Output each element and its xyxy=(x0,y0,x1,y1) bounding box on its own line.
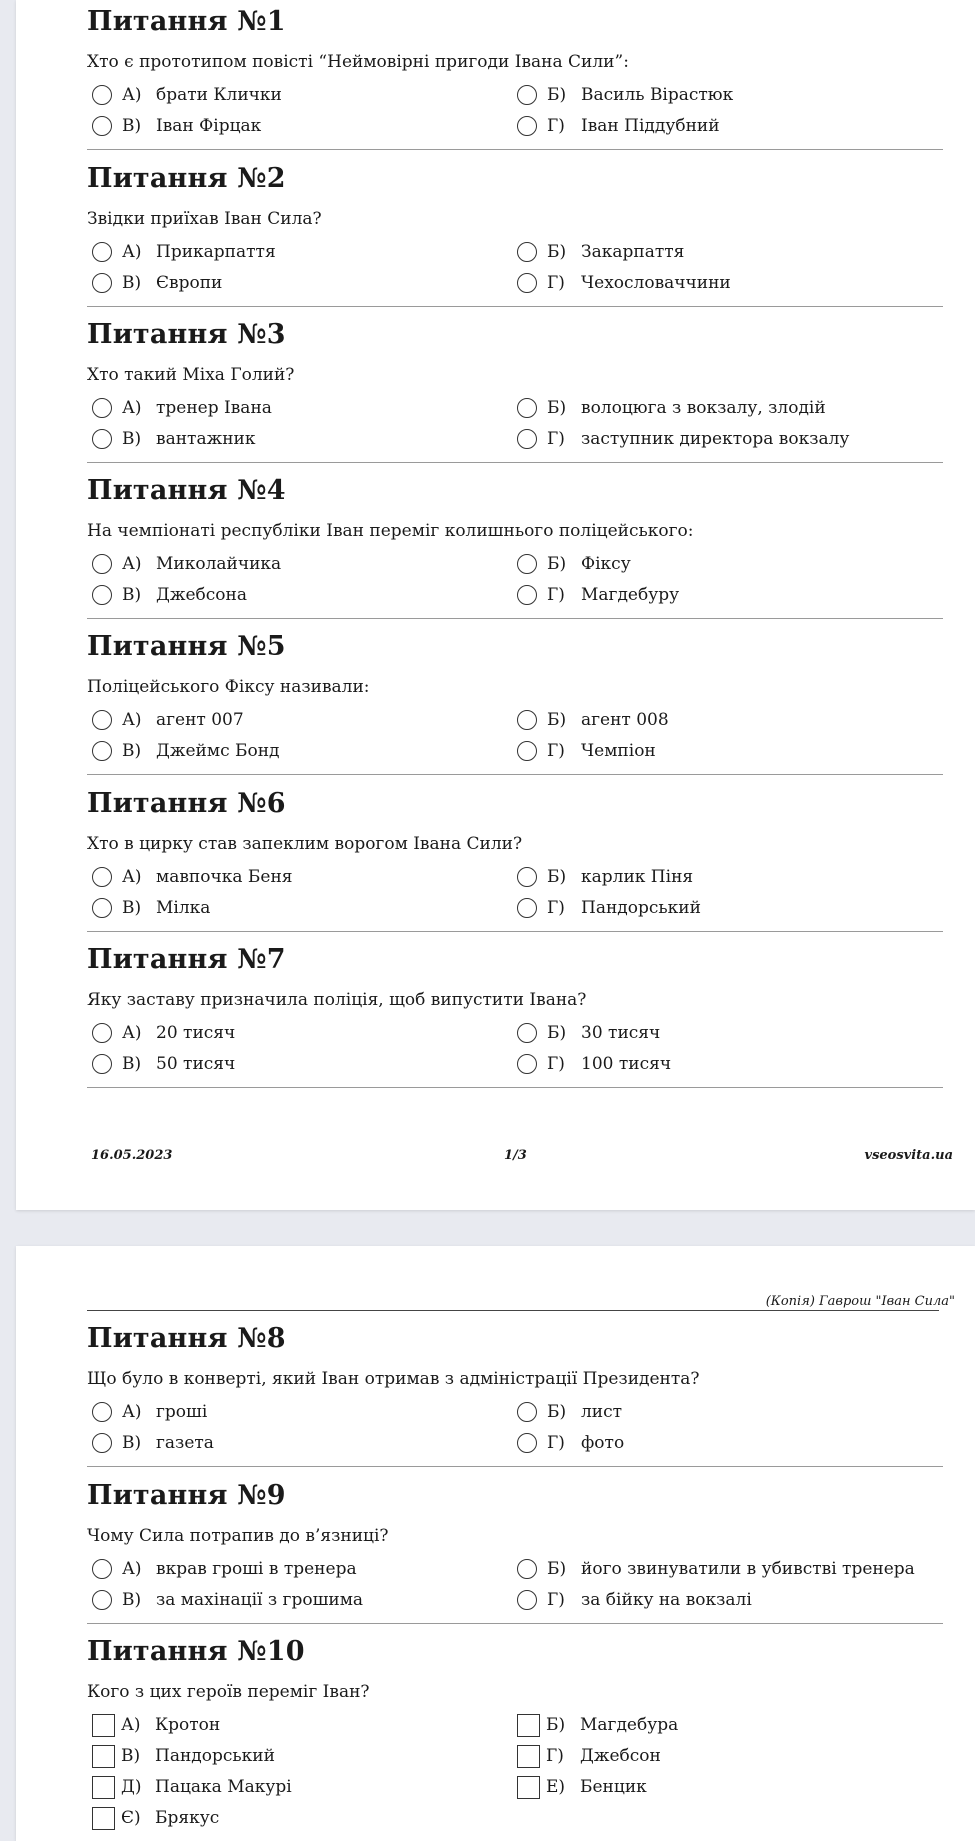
radio-button[interactable] xyxy=(517,710,537,730)
option-text: 100 тисяч xyxy=(581,1054,672,1074)
option-text: Чемпіон xyxy=(581,741,656,761)
option-text: Василь Вірастюк xyxy=(581,85,734,105)
divider xyxy=(87,306,943,307)
option-letter: А) xyxy=(122,1559,142,1579)
option-b[interactable] xyxy=(517,551,631,577)
radio-button[interactable] xyxy=(92,741,112,761)
option-letter: А) xyxy=(122,867,142,887)
question-title: Питання №8 xyxy=(87,1323,286,1354)
radio-button[interactable] xyxy=(517,242,537,262)
radio-button[interactable] xyxy=(517,1023,537,1043)
option-text: Закарпаття xyxy=(581,242,685,262)
checkbox[interactable] xyxy=(92,1714,115,1737)
option-letter: Г) xyxy=(547,1054,565,1074)
option-letter: А) xyxy=(122,1402,142,1422)
option-b[interactable] xyxy=(517,1556,915,1582)
option-g[interactable] xyxy=(517,426,849,452)
option-text: газета xyxy=(156,1433,214,1453)
option-letter: А) xyxy=(122,710,142,730)
radio-button[interactable] xyxy=(92,710,112,730)
option-g[interactable] xyxy=(517,1587,752,1613)
option-g[interactable] xyxy=(517,738,656,764)
option-a[interactable] xyxy=(92,395,272,421)
option-a[interactable] xyxy=(92,551,281,577)
page-1 xyxy=(16,0,975,1210)
option-text: карлик Піня xyxy=(581,867,694,887)
option-letter: В) xyxy=(122,429,142,449)
option-v[interactable] xyxy=(92,1587,363,1613)
radio-button[interactable] xyxy=(92,585,112,605)
question-title: Питання №3 xyxy=(87,319,286,350)
option-letter: Г) xyxy=(547,741,565,761)
option-letter: Г) xyxy=(547,585,565,605)
option-letter: А) xyxy=(122,1023,142,1043)
radio-button[interactable] xyxy=(92,1559,112,1579)
option-text: Пандорський xyxy=(581,898,701,918)
option-b[interactable] xyxy=(517,1020,660,1046)
footer-date: 16.05.2023 xyxy=(91,1148,173,1163)
option-a[interactable] xyxy=(92,1020,235,1046)
option-letter: Г) xyxy=(547,1433,565,1453)
radio-button[interactable] xyxy=(517,429,537,449)
option-letter: Е) xyxy=(546,1777,566,1797)
option-b[interactable] xyxy=(517,864,693,890)
header-divider xyxy=(87,1310,939,1311)
question-title: Питання №4 xyxy=(87,475,286,506)
option-v[interactable] xyxy=(92,1743,275,1769)
option-letter: Г) xyxy=(547,429,565,449)
option-text: гроші xyxy=(156,1402,208,1422)
option-text: брати Клички xyxy=(156,85,282,105)
option-letter: В) xyxy=(122,273,142,293)
option-text: 20 тисяч xyxy=(156,1023,236,1043)
option-a[interactable] xyxy=(92,864,293,890)
divider xyxy=(87,149,943,150)
checkbox[interactable] xyxy=(92,1776,115,1799)
option-text: лист xyxy=(581,1402,623,1422)
radio-button[interactable] xyxy=(517,554,537,574)
checkbox[interactable] xyxy=(92,1745,115,1768)
option-g[interactable] xyxy=(517,895,701,921)
option-b[interactable] xyxy=(517,1399,622,1425)
radio-button[interactable] xyxy=(517,116,537,136)
option-text: Джеймс Бонд xyxy=(156,741,280,761)
option-letter: А) xyxy=(122,398,142,418)
option-letter: Б) xyxy=(547,1559,567,1579)
option-text: Магдебуру xyxy=(581,585,680,605)
option-letter: В) xyxy=(121,1746,141,1766)
option-letter: Б) xyxy=(547,398,567,418)
option-letter: В) xyxy=(122,116,142,136)
option-text: Чехословаччини xyxy=(581,273,731,293)
option-g[interactable] xyxy=(517,270,731,296)
question-title: Питання №6 xyxy=(87,788,286,819)
option-b[interactable] xyxy=(517,707,669,733)
option-g[interactable] xyxy=(517,113,720,139)
option-letter: Г) xyxy=(547,898,565,918)
radio-button[interactable] xyxy=(517,585,537,605)
radio-button[interactable] xyxy=(92,1023,112,1043)
option-letter: Д) xyxy=(121,1777,142,1797)
footer-site: vseosvita.ua xyxy=(864,1148,953,1163)
option-text: Європи xyxy=(156,273,223,293)
option-v[interactable] xyxy=(92,270,222,296)
option-g[interactable] xyxy=(517,1051,671,1077)
radio-button[interactable] xyxy=(517,85,537,105)
option-letter: В) xyxy=(122,1433,142,1453)
radio-button[interactable] xyxy=(517,741,537,761)
option-v[interactable] xyxy=(92,895,210,921)
option-v[interactable] xyxy=(92,1051,235,1077)
option-a[interactable] xyxy=(92,82,282,108)
option-a[interactable] xyxy=(92,239,276,265)
option-text: Мілка xyxy=(156,898,211,918)
option-letter: Б) xyxy=(547,1402,567,1422)
divider xyxy=(87,931,943,932)
option-letter: А) xyxy=(122,85,142,105)
question-text: Хто такий Міха Голий? xyxy=(87,365,295,385)
option-text: фото xyxy=(581,1433,625,1453)
option-letter: В) xyxy=(122,1054,142,1074)
option-letter: Б) xyxy=(547,710,567,730)
option-text: волоцюга з вокзалу, злодій xyxy=(581,398,826,418)
radio-button[interactable] xyxy=(517,398,537,418)
question-text: Хто є прототипом повісті “Неймовірні пригоди Івана Сили”: xyxy=(87,52,629,72)
option-b[interactable] xyxy=(517,1712,678,1738)
option-text: агент 008 xyxy=(581,710,669,730)
question-text: Чому Сила потрапив до в’язниці? xyxy=(87,1526,389,1546)
option-text: Бенцик xyxy=(580,1777,647,1797)
radio-button[interactable] xyxy=(92,273,112,293)
checkbox[interactable] xyxy=(517,1714,540,1737)
option-text: агент 007 xyxy=(156,710,244,730)
option-b[interactable] xyxy=(517,82,733,108)
option-letter: Б) xyxy=(547,242,567,262)
radio-button[interactable] xyxy=(92,867,112,887)
radio-button[interactable] xyxy=(92,85,112,105)
radio-button[interactable] xyxy=(517,898,537,918)
radio-button[interactable] xyxy=(517,1590,537,1610)
option-letter: В) xyxy=(122,1590,142,1610)
radio-button[interactable] xyxy=(517,867,537,887)
option-letter: А) xyxy=(121,1715,141,1735)
option-text: Пандорський xyxy=(155,1746,275,1766)
radio-button[interactable] xyxy=(517,1559,537,1579)
option-text: за бійку на вокзалі xyxy=(581,1590,752,1610)
option-v[interactable] xyxy=(92,426,256,452)
option-text: Магдебура xyxy=(580,1715,679,1735)
option-letter: Г) xyxy=(547,273,565,293)
question-text: Хто в цирку став запеклим ворогом Івана Сили? xyxy=(87,834,523,854)
option-e[interactable] xyxy=(517,1774,647,1800)
radio-button[interactable] xyxy=(517,1433,537,1453)
radio-button[interactable] xyxy=(92,1433,112,1453)
radio-button[interactable] xyxy=(92,898,112,918)
option-a[interactable] xyxy=(92,707,244,733)
option-text: його звинуватили в убивстві тренера xyxy=(581,1559,915,1579)
footer-page-number: 1/3 xyxy=(504,1148,527,1163)
option-b[interactable] xyxy=(517,395,826,421)
option-letter: Г) xyxy=(547,116,565,136)
option-a[interactable] xyxy=(92,1399,207,1425)
option-g[interactable] xyxy=(517,1743,661,1769)
option-text: Джебсона xyxy=(156,585,247,605)
radio-button[interactable] xyxy=(92,429,112,449)
checkbox[interactable] xyxy=(92,1807,115,1830)
radio-button[interactable] xyxy=(92,1402,112,1422)
question-text: На чемпіонаті республіки Іван переміг колишнього поліцейського: xyxy=(87,521,694,541)
option-text: мавпочка Беня xyxy=(156,867,293,887)
question-title: Питання №2 xyxy=(87,163,286,194)
option-letter: Є) xyxy=(121,1808,141,1828)
option-d[interactable] xyxy=(92,1774,292,1800)
option-b[interactable] xyxy=(517,239,684,265)
radio-button[interactable] xyxy=(92,1590,112,1610)
option-v[interactable] xyxy=(92,1430,214,1456)
option-text: 50 тисяч xyxy=(156,1054,236,1074)
option-letter: Б) xyxy=(546,1715,566,1735)
header-title: (Копія) Гаврош "Іван Сила" xyxy=(765,1294,955,1309)
option-v[interactable] xyxy=(92,113,261,139)
option-text: Брякус xyxy=(155,1808,220,1828)
option-letter: Г) xyxy=(547,1590,565,1610)
option-g[interactable] xyxy=(517,582,679,608)
option-text: вантажник xyxy=(156,429,256,449)
option-letter: А) xyxy=(122,242,142,262)
radio-button[interactable] xyxy=(517,1054,537,1074)
option-text: Миколайчика xyxy=(156,554,282,574)
option-text: заступник директора вокзалу xyxy=(581,429,850,449)
radio-button[interactable] xyxy=(517,273,537,293)
option-ye[interactable] xyxy=(92,1805,219,1831)
option-letter: В) xyxy=(122,585,142,605)
option-text: Кротон xyxy=(155,1715,221,1735)
divider xyxy=(87,462,943,463)
question-text: Яку заставу призначила поліція, щоб випустити Івана? xyxy=(87,990,587,1010)
option-letter: Б) xyxy=(547,85,567,105)
divider xyxy=(87,1087,943,1088)
question-title: Питання №9 xyxy=(87,1480,286,1511)
radio-button[interactable] xyxy=(92,554,112,574)
option-a[interactable] xyxy=(92,1712,220,1738)
option-text: Фіксу xyxy=(581,554,631,574)
radio-button[interactable] xyxy=(92,116,112,136)
question-title: Питання №5 xyxy=(87,631,286,662)
question-title: Питання №7 xyxy=(87,944,286,975)
option-letter: В) xyxy=(122,898,142,918)
option-a[interactable] xyxy=(92,1556,357,1582)
option-letter: Б) xyxy=(547,1023,567,1043)
option-text: 30 тисяч xyxy=(581,1023,661,1043)
question-text: Звідки приїхав Іван Сила? xyxy=(87,209,322,229)
option-text: вкрав гроші в тренера xyxy=(156,1559,357,1579)
option-letter: Г) xyxy=(546,1746,564,1766)
option-letter: А) xyxy=(122,554,142,574)
checkbox[interactable] xyxy=(517,1745,540,1768)
radio-button[interactable] xyxy=(92,1054,112,1074)
question-text: Що було в конверті, який Іван отримав з адміністрації Президента? xyxy=(87,1369,700,1389)
option-letter: В) xyxy=(122,741,142,761)
option-text: Іван Фірцак xyxy=(156,116,262,136)
option-text: за махінації з грошима xyxy=(156,1590,364,1610)
option-g[interactable] xyxy=(517,1430,624,1456)
option-text: Прикарпаття xyxy=(156,242,276,262)
question-title: Питання №10 xyxy=(87,1636,305,1667)
option-letter: Б) xyxy=(547,867,567,887)
divider xyxy=(87,774,943,775)
option-v[interactable] xyxy=(92,582,247,608)
page-2 xyxy=(16,1246,975,1841)
option-text: Джебсон xyxy=(580,1746,661,1766)
divider xyxy=(87,618,943,619)
question-text: Поліцейського Фіксу називали: xyxy=(87,677,370,697)
option-letter: Б) xyxy=(547,554,567,574)
radio-button[interactable] xyxy=(517,1402,537,1422)
checkbox[interactable] xyxy=(517,1776,540,1799)
divider xyxy=(87,1466,943,1467)
option-text: Іван Піддубний xyxy=(581,116,720,136)
question-text: Кого з цих героїв переміг Іван? xyxy=(87,1682,370,1702)
option-v[interactable] xyxy=(92,738,280,764)
radio-button[interactable] xyxy=(92,398,112,418)
radio-button[interactable] xyxy=(92,242,112,262)
option-text: Пацака Макурі xyxy=(155,1777,292,1797)
divider xyxy=(87,1623,943,1624)
question-title: Питання №1 xyxy=(87,6,286,37)
option-text: тренер Івана xyxy=(156,398,272,418)
